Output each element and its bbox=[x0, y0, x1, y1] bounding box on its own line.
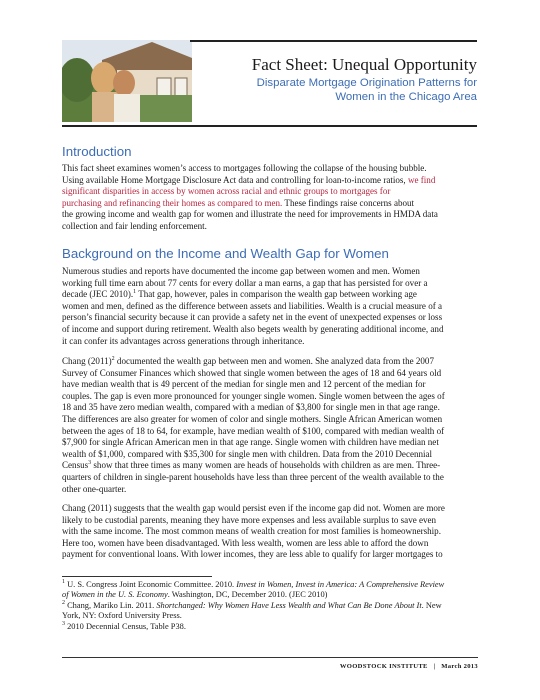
page-title: Fact Sheet: Unequal Opportunity bbox=[251, 55, 477, 74]
footnote-3 bbox=[62, 622, 478, 632]
paragraph-line: have median wealth that is 49 percent of the median for single men and 12 percent of the median for bbox=[62, 379, 426, 390]
paragraph-text: That gap, however, pales in comparison the wealth gap between working age bbox=[136, 289, 417, 300]
paragraph-line: Survey of Consumer Finances which showed that single women between the ages of 18 and 64 years old bbox=[62, 367, 442, 378]
intro-highlight-line: significant disparities in access by women across racial and ethnic groups to mortgages for bbox=[62, 186, 391, 197]
footnote-1-cont bbox=[62, 590, 478, 600]
header-photo-couple-house bbox=[62, 40, 192, 122]
footnote-text: Chang, Mariko Lin. 2011. bbox=[65, 600, 157, 610]
intro-highlight: we find bbox=[407, 174, 436, 185]
intro-line bbox=[62, 175, 478, 187]
paragraph-line: likely to be custodial parents, meaning they have more expenses and less available surplus to save even bbox=[62, 514, 437, 525]
footnote-text: . Washington, DC, December 2010. (JEC 2010) bbox=[167, 590, 328, 600]
paragraph-line: of income and support during retirement. Wealth also begets wealth by generating additional income, and bbox=[62, 323, 444, 334]
page-footer bbox=[340, 663, 478, 670]
background-paragraph-3 bbox=[62, 503, 478, 561]
paragraph-line: other one-quarter. bbox=[62, 483, 127, 494]
intro-line: collection and fair lending enforcement. bbox=[62, 220, 207, 231]
subtitle-line-2: Women in the Chicago Area bbox=[335, 90, 477, 103]
footnote-title: Invest in Women, Invest in America: A Comprehensive Review bbox=[236, 580, 445, 589]
paragraph-line bbox=[62, 460, 478, 472]
footnote-number: 1 bbox=[62, 579, 65, 586]
intro-text: Using available Home Mortgage Disclosure Act data and controlling for loan-to-income ratios, bbox=[62, 174, 408, 185]
paragraph-text: show that three times as many women are heads of households with children as are men. Three- bbox=[91, 460, 441, 471]
paragraph-text: documented the wealth gap between men and women. She analyzed data from the 2007 bbox=[114, 356, 434, 366]
paragraph-line: quarters of children in single-parent households have less than three percent of the wealth available to the bbox=[62, 471, 444, 482]
intro-line: This fact sheet examines women’s access to mortgages following the collapse of the housing bubble. bbox=[62, 163, 427, 173]
footer-separator: | bbox=[433, 663, 436, 670]
intro-paragraph bbox=[62, 163, 478, 233]
header-top-rule bbox=[190, 40, 477, 42]
paragraph-line: Here too, women have been disadvantaged. With less wealth, women are less able to afford the down bbox=[62, 537, 429, 548]
paragraph-line: between the ages of 18 to 64, for example, have median wealth of $100, compared with median wealth of bbox=[62, 425, 445, 436]
paragraph-line: payment for conventional loans. With lower incomes, they are less able to qualify for larger mortgages to bbox=[62, 549, 443, 560]
paragraph-line: 18 and 35 have zero median wealth, compared with a median of $3,800 for single men in that age range. bbox=[62, 402, 440, 413]
intro-text: These findings raise concerns about bbox=[282, 197, 415, 208]
footnote-2 bbox=[62, 601, 478, 611]
intro-line bbox=[62, 198, 478, 210]
footnote-number: 3 bbox=[62, 620, 65, 627]
paragraph-line: The differences are also greater for women of color and single mothers. Single African American women bbox=[62, 413, 443, 424]
paragraph-line: it can confer its advantages across generations through inheritance. bbox=[62, 335, 305, 346]
intro-heading: Introduction bbox=[62, 144, 132, 159]
footnote-2-cont: York, NY: Oxford University Press. bbox=[62, 611, 182, 621]
background-paragraph-1 bbox=[62, 266, 478, 347]
footer-rule bbox=[62, 657, 478, 658]
paragraph-text: Census bbox=[62, 460, 89, 471]
footnote-1 bbox=[62, 580, 478, 590]
footnote-ref[interactable]: 2 bbox=[111, 355, 115, 362]
footnote-title: Shortchanged: Why Women Have Less Wealth and What Can Be Done About It bbox=[156, 600, 422, 610]
paragraph-line: women and men, defined as the difference between assets and liabilities. Wealth is a crucial measure of a bbox=[62, 300, 443, 311]
footnote-title: of Women in the U. S. Economy bbox=[62, 590, 168, 600]
footnote-rule bbox=[62, 576, 212, 577]
intro-line: the growing income and wealth gap for women and illustrate the need for improvements in HMDA data bbox=[62, 209, 438, 220]
paragraph-line bbox=[62, 356, 478, 368]
paragraph-line: with the same income. The most common means of wealth creation for most families is homeownership. bbox=[62, 526, 441, 537]
paragraph-line: person’s financial security because it can provide a safety net in the event of unexpected expenses or loss bbox=[62, 312, 443, 323]
footnote-text: . New bbox=[421, 600, 442, 610]
footer-date: March 2013 bbox=[441, 663, 478, 670]
paragraph-line: Numerous studies and reports have documented the income gap between women and men. Women bbox=[62, 266, 420, 276]
subtitle-line-1: Disparate Mortgage Origination Patterns for bbox=[256, 77, 477, 89]
page-subtitle bbox=[197, 77, 477, 104]
background-heading: Background on the Income and Wealth Gap for Women bbox=[62, 246, 389, 261]
paragraph-line bbox=[62, 289, 478, 301]
background-paragraph-2 bbox=[62, 356, 478, 495]
paragraph-line: wealth of $1,000, compared with $35,300 for single men with children. Data from the 2010 Decennial bbox=[62, 448, 433, 459]
footnote-ref[interactable]: 1 bbox=[133, 289, 137, 296]
footnote-text: 2010 Decennial Census, Table P38. bbox=[65, 621, 186, 631]
footnote-number: 2 bbox=[62, 600, 65, 607]
paragraph-text: decade (JEC 2010). bbox=[62, 289, 134, 300]
footnote-ref[interactable]: 3 bbox=[88, 460, 92, 467]
paragraph-line: working full time earn about 77 cents for every dollar a man earns, a gap that has persisted for over a bbox=[62, 277, 428, 288]
paragraph-line: $7,900 for single African American men in that age range. Single women with children have median net bbox=[62, 437, 439, 448]
footnotes bbox=[62, 580, 478, 632]
intro-highlight: purchasing and refinancing their homes as compared to men. bbox=[62, 197, 283, 208]
footer-org: WOODSTOCK INSTITUTE bbox=[339, 663, 428, 670]
paragraph-line: Chang (2011) suggests that the wealth gap would persist even if the income gap did not. Women are more bbox=[62, 503, 445, 513]
header-bottom-rule bbox=[62, 125, 477, 127]
footnote-text: U. S. Congress Joint Economic Committee. 2010. bbox=[65, 580, 237, 589]
paragraph-line: couples. The gap is even more pronounced for younger single women. Single women between the ages of bbox=[62, 390, 445, 401]
paragraph-text: Chang (2011) bbox=[62, 356, 112, 366]
